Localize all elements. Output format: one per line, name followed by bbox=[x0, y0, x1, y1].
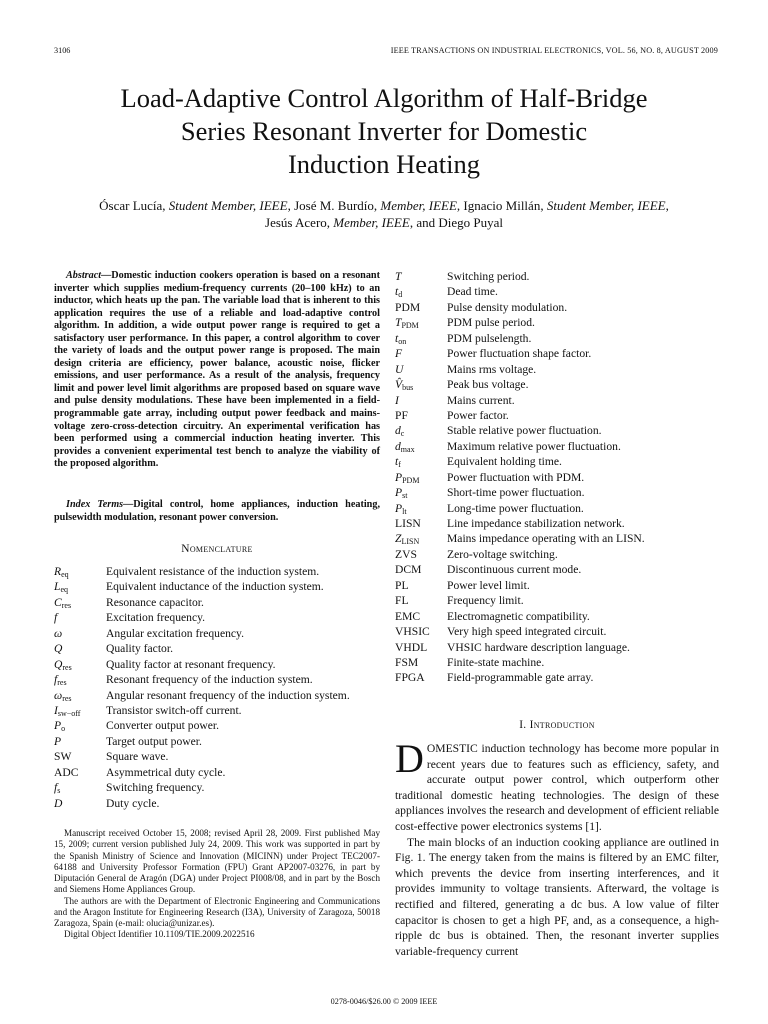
nomenclature-entry bbox=[54, 688, 384, 703]
nomenclature-symbol: I bbox=[395, 393, 399, 407]
nomenclature-definition: Duty cycle. bbox=[106, 796, 160, 810]
nomenclature-symbol: $T_{PDM}$ bbox=[395, 316, 419, 331]
nomenclature-entry bbox=[395, 470, 725, 485]
nomenclature-definition: Power fluctuation with PDM. bbox=[447, 470, 585, 484]
footnote-manuscript: Manuscript received October 15, 2008; revised April 28, 2009. First published May 15, 2009; current version published July 24, 2009. This work was supported in part by the Spanish Ministry of Science and Innovation (MICINN) under Project TEC2007-64188 and University Professor Formation (FPU) Grant AP2007-03276, in part by Diputación General de Aragón (DGA) under Project PI008/08, and in part by the Bosch and Siemens Home Appliances Group. bbox=[54, 828, 380, 895]
nomenclature-definition: Equivalent holding time. bbox=[447, 455, 562, 469]
nomenclature-definition: Power fluctuation shape factor. bbox=[447, 347, 592, 361]
nomenclature-entry bbox=[395, 300, 725, 315]
copyright-notice: 0278-0046/$26.00 © 2009 IEEE bbox=[330, 997, 438, 1006]
nomenclature-definition: Power level limit. bbox=[447, 578, 530, 592]
nomenclature-symbol: P bbox=[54, 734, 62, 748]
nomenclature-definition: Asymmetrical duty cycle. bbox=[106, 765, 226, 779]
nomenclature-entry bbox=[395, 670, 725, 685]
abstract-text: Domestic induction cookers operation is based on a resonant inverter which supplies medium-frequency currents (20–100 kHz) to an inductor, which heats up the pan. The variable load that is inherent to this application requires the use of a reliable and load-adaptive control algorithm. In addition, a wide output power range is required to get a satisfactory user performance. In this paper, a control algorithm to cover the variety of loads and the output power range is proposed. The main design criteria are efficiency, power balance, acoustic noise, flicker emissions, and user performance. As a result of the analysis, frequency limit and power level limit algorithms are proposed based on square wave and pulse density modulations. These have been implemented in a field-programmable gate array, including output power feedback and mains-voltage zero-cross-detection circuitry. An experimental verification has been performed using a commercial induction heating inverter. This provides a convenient experimental test bench to analyze the viability of the proposed algorithm. bbox=[54, 270, 380, 470]
nomenclature-definition: Dead time. bbox=[447, 285, 498, 299]
nomenclature-symbol: D bbox=[54, 796, 63, 810]
nomenclature-definition: Equivalent resistance of the induction system. bbox=[106, 565, 320, 578]
nomenclature-entry bbox=[395, 624, 725, 639]
nomenclature-entry bbox=[395, 562, 725, 577]
nomenclature-symbol: $P_{PDM}$ bbox=[395, 470, 420, 485]
nomenclature-definition: Switching frequency. bbox=[106, 781, 205, 795]
nomenclature-entry bbox=[395, 331, 725, 346]
author-role: Member, IEEE bbox=[333, 215, 410, 230]
nomenclature-entry bbox=[395, 609, 725, 624]
nomenclature-definition: Peak bus voltage. bbox=[447, 378, 529, 392]
nomenclature-definition: Mains impedance operating with an LISN. bbox=[447, 532, 645, 546]
nomenclature-entry bbox=[395, 423, 725, 438]
nomenclature-heading: Nomenclature bbox=[181, 543, 253, 555]
title-line: Series Resonant Inverter for Domestic bbox=[180, 116, 588, 146]
nomenclature-symbol: $P_o$ bbox=[54, 719, 66, 734]
nomenclature-symbol: F bbox=[395, 347, 403, 361]
nomenclature-entry bbox=[395, 393, 725, 408]
nomenclature-definition: Quality factor at resonant frequency. bbox=[106, 657, 276, 671]
nomenclature-entry bbox=[395, 547, 725, 562]
section-heading-introduction: I. Introduction bbox=[519, 719, 595, 731]
nomenclature-definition: Resonant frequency of the induction system. bbox=[106, 673, 313, 687]
nomenclature-entry bbox=[395, 315, 725, 330]
nomenclature-definition: Stable relative power fluctuation. bbox=[447, 424, 602, 438]
nomenclature-definition: Field-programmable gate array. bbox=[447, 671, 594, 685]
footnote bbox=[54, 828, 380, 941]
nomenclature-symbol: $t_f$ bbox=[395, 455, 401, 470]
nomenclature-entry bbox=[395, 377, 725, 392]
nomenclature-symbol: $\omega_{res}$ bbox=[54, 688, 72, 703]
nomenclature-definition: Square wave. bbox=[106, 750, 169, 764]
nomenclature-definition: Discontinuous current mode. bbox=[447, 563, 582, 577]
nomenclature-entry bbox=[395, 362, 725, 377]
nomenclature-definition: Mains rms voltage. bbox=[447, 362, 537, 376]
nomenclature-definition: Quality factor. bbox=[106, 642, 173, 656]
author-role: Student Member, IEEE bbox=[546, 198, 666, 213]
nomenclature-definition: Converter output power. bbox=[106, 719, 220, 733]
nomenclature-definition: Switching period. bbox=[447, 270, 530, 283]
author-name: Óscar Lucía, bbox=[99, 198, 169, 213]
nomenclature-definition: Equivalent inductance of the induction system. bbox=[106, 580, 324, 594]
nomenclature-entry bbox=[54, 796, 384, 811]
nomenclature-entry bbox=[54, 610, 384, 625]
nomenclature-symbol: $Z_{LISN}$ bbox=[395, 532, 420, 547]
nomenclature-definition: PDM pulse period. bbox=[447, 316, 535, 330]
nomenclature-symbol: PL bbox=[395, 578, 409, 592]
journal-name: IEEE TRANSACTIONS ON INDUSTRIAL ELECTRONICS, VOL. 56, NO. 8, AUGUST 2009 bbox=[390, 46, 718, 55]
nomenclature-definition: Maximum relative power fluctuation. bbox=[447, 439, 621, 453]
author-role: Student Member, IEEE bbox=[168, 198, 288, 213]
nomenclature-entry bbox=[395, 284, 725, 299]
abstract bbox=[54, 270, 380, 471]
nomenclature-symbol: $d_c$ bbox=[395, 424, 405, 439]
nomenclature-definition: Mains current. bbox=[447, 393, 515, 407]
index-terms-text: Digital control, home appliances, induction heating, pulsewidth modulation, resonant power conversion. bbox=[54, 499, 380, 523]
nomenclature-symbol: PDM bbox=[395, 300, 421, 314]
nomenclature-symbol: EMC bbox=[395, 609, 421, 623]
nomenclature-symbol: $Q_{res}$ bbox=[54, 657, 72, 672]
nomenclature-entry bbox=[54, 718, 384, 733]
index-terms bbox=[54, 499, 380, 524]
nomenclature-entry bbox=[54, 579, 384, 594]
nomenclature-entry bbox=[395, 593, 725, 608]
nomenclature-symbol: $V̂_{bus}$ bbox=[395, 378, 414, 393]
nomenclature-symbol: T bbox=[395, 270, 402, 283]
nomenclature-symbol: $f_{res}$ bbox=[54, 673, 67, 688]
nomenclature-symbol: $P_{lt}$ bbox=[395, 501, 407, 516]
intro-text: induction technology has become more popular in recent years due to features such as efficiency, safety, and accurate output power control, which outperform other traditional domestic heating technologies. The design of these appliances involves the research and development of efficient reliable cost-effective power electronics systems [1]. bbox=[395, 742, 719, 833]
nomenclature-entry bbox=[395, 269, 725, 284]
nomenclature-symbol: $R_{eq}$ bbox=[54, 565, 69, 579]
intro-first-word: OMESTIC bbox=[426, 742, 478, 755]
nomenclature-symbol: ω bbox=[54, 626, 63, 640]
nomenclature-definition: Power factor. bbox=[447, 408, 509, 422]
nomenclature-entry bbox=[395, 501, 725, 516]
nomenclature-symbol: $L_{eq}$ bbox=[54, 580, 69, 595]
nomenclature-list-left bbox=[54, 564, 384, 811]
nomenclature-symbol: VHSIC bbox=[395, 625, 430, 639]
author-name: , Ignacio Millán, bbox=[456, 198, 547, 213]
running-header bbox=[54, 46, 718, 58]
nomenclature-entry bbox=[395, 439, 725, 454]
author-name: , and Diego Puyal bbox=[409, 215, 503, 230]
nomenclature-symbol: FPGA bbox=[395, 671, 425, 685]
introduction-body bbox=[395, 736, 719, 959]
nomenclature-definition: Zero-voltage switching. bbox=[447, 547, 558, 561]
author-list bbox=[40, 197, 728, 231]
nomenclature-symbol: PF bbox=[395, 408, 408, 422]
nomenclature-entry bbox=[54, 641, 384, 656]
nomenclature-entry bbox=[54, 703, 384, 718]
nomenclature-entry bbox=[395, 485, 725, 500]
nomenclature-entry bbox=[54, 626, 384, 641]
paper-title bbox=[40, 82, 728, 181]
abstract-label: Abstract— bbox=[66, 270, 112, 281]
nomenclature-symbol: Q bbox=[54, 642, 63, 656]
nomenclature-definition: Long-time power fluctuation. bbox=[447, 501, 584, 515]
nomenclature-symbol: FSM bbox=[395, 655, 419, 669]
author-role: Member, IEEE bbox=[380, 198, 457, 213]
footnote-affiliation: The authors are with the Department of Electronic Engineering and Communications and the Aragon Institute for Engineering Research (I3A), University of Zaragoza, 50018 Zaragoza, Spain (e-mail: olucia@unizar.es). bbox=[54, 895, 380, 928]
nomenclature-symbol: FL bbox=[395, 594, 409, 608]
nomenclature-list-right bbox=[395, 269, 725, 686]
nomenclature-definition: Angular resonant frequency of the induction system. bbox=[106, 688, 350, 702]
nomenclature-definition: Short-time power fluctuation. bbox=[447, 486, 585, 500]
nomenclature-definition: VHSIC hardware description language. bbox=[447, 640, 630, 654]
nomenclature-entry bbox=[395, 516, 725, 531]
nomenclature-entry bbox=[54, 765, 384, 780]
nomenclature-symbol: f bbox=[54, 611, 58, 625]
nomenclature-entry bbox=[54, 734, 384, 749]
page-number: 3106 bbox=[54, 46, 71, 55]
nomenclature-entry bbox=[395, 408, 725, 423]
title-line: Induction Heating bbox=[287, 149, 481, 179]
nomenclature-symbol: $P_{st}$ bbox=[395, 486, 408, 501]
nomenclature-definition: Finite-state machine. bbox=[447, 655, 545, 669]
nomenclature-symbol: LISN bbox=[395, 517, 421, 530]
nomenclature-definition: Frequency limit. bbox=[447, 594, 524, 608]
nomenclature-symbol: ZVS bbox=[395, 547, 417, 561]
nomenclature-definition: Electromagnetic compatibility. bbox=[447, 609, 590, 623]
title-line: Load-Adaptive Control Algorithm of Half-Bridge bbox=[120, 83, 648, 113]
nomenclature-entry bbox=[395, 640, 725, 655]
nomenclature-definition: Very high speed integrated circuit. bbox=[447, 625, 607, 639]
nomenclature-definition: Line impedance stabilization network. bbox=[447, 517, 625, 530]
index-terms-label: Index Terms— bbox=[66, 499, 134, 510]
nomenclature-entry bbox=[395, 578, 725, 593]
nomenclature-symbol: $d_{max}$ bbox=[395, 439, 415, 454]
nomenclature-entry bbox=[395, 454, 725, 469]
drop-cap: D bbox=[395, 736, 424, 781]
nomenclature-definition: Excitation frequency. bbox=[106, 611, 206, 625]
nomenclature-entry bbox=[395, 531, 725, 546]
nomenclature-symbol: ADC bbox=[54, 765, 79, 779]
author-separator: , bbox=[665, 198, 669, 213]
nomenclature-entry bbox=[54, 672, 384, 687]
nomenclature-symbol: U bbox=[395, 362, 404, 376]
nomenclature-definition: PDM pulselength. bbox=[447, 331, 532, 345]
intro-paragraph bbox=[395, 736, 719, 835]
author-name: Jesús Acero, bbox=[265, 215, 334, 230]
nomenclature-definition: Target output power. bbox=[106, 734, 202, 748]
nomenclature-symbol: $C_{res}$ bbox=[54, 595, 72, 610]
nomenclature-symbol: VHDL bbox=[395, 640, 428, 654]
nomenclature-entry bbox=[54, 595, 384, 610]
footnote-doi: Digital Object Identifier 10.1109/TIE.2009.2022516 bbox=[64, 929, 255, 940]
author-name: , José M. Burdío, bbox=[287, 198, 381, 213]
nomenclature-symbol: SW bbox=[54, 750, 72, 764]
nomenclature-definition: Pulse density modulation. bbox=[447, 300, 568, 314]
intro-paragraph: The main blocks of an induction cooking appliance are outlined in Fig. 1. The energy taken from the mains is filtered by an EMC filter, which prevents the device from inserting interferences, and it provides immunity to voltage transients. Afterward, the voltage is rectified and filtered, generating a dc bus. A low value of filter capacitor is chosen to get a high PF, and, as a consequence, a high-ripple dc bus is obtained. Then, the resonant inverter supplies variable-frequency current bbox=[395, 835, 719, 958]
nomenclature-entry bbox=[395, 655, 725, 670]
nomenclature-definition: Resonance capacitor. bbox=[106, 595, 204, 609]
nomenclature-entry bbox=[395, 346, 725, 361]
nomenclature-symbol: DCM bbox=[395, 563, 422, 577]
nomenclature-definition: Angular excitation frequency. bbox=[106, 626, 244, 640]
nomenclature-symbol: $t_d$ bbox=[395, 285, 403, 300]
nomenclature-definition: Transistor switch-off current. bbox=[106, 703, 242, 717]
nomenclature-entry bbox=[54, 564, 384, 579]
nomenclature-entry bbox=[54, 780, 384, 795]
nomenclature-symbol: $f_s$ bbox=[54, 781, 61, 796]
nomenclature-symbol: $I_{sw-off}$ bbox=[54, 703, 81, 718]
nomenclature-entry bbox=[54, 657, 384, 672]
nomenclature-symbol: $t_{on}$ bbox=[395, 331, 407, 346]
nomenclature-entry bbox=[54, 749, 384, 764]
